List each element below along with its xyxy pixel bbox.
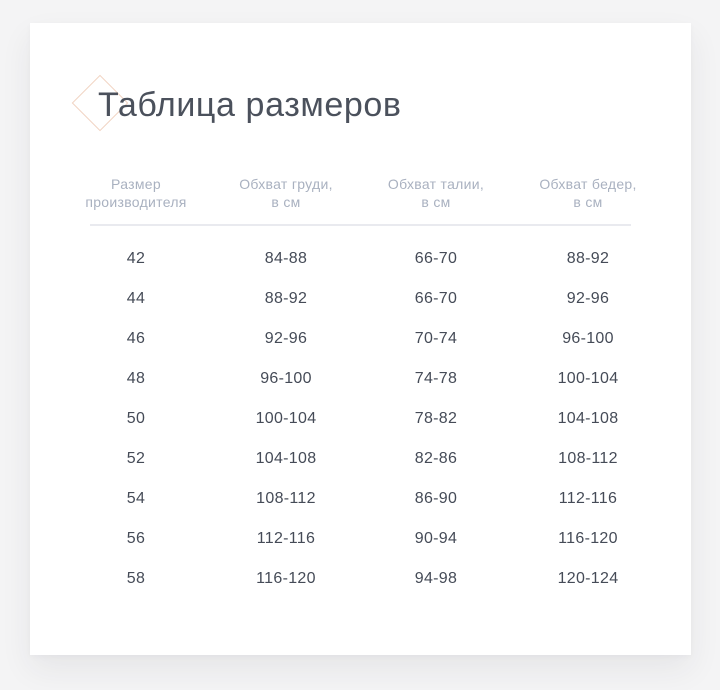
table-row — [30, 239, 691, 279]
table-body — [30, 239, 691, 599]
size-cell: 58 — [126, 570, 146, 587]
waist-cell: 70-74 — [414, 330, 458, 347]
chest-cell: 92-96 — [264, 330, 308, 347]
chest-cell: 108-112 — [256, 490, 316, 507]
chest-cell: 96-100 — [260, 370, 312, 387]
hips-cell: 104-108 — [557, 410, 619, 427]
header-line: Обхват талии, — [387, 176, 485, 192]
size-table-card — [30, 23, 691, 655]
hips-cell: 100-104 — [557, 370, 619, 387]
chest-cell: 100-104 — [255, 410, 317, 427]
size-cell: 52 — [126, 450, 146, 467]
table-header-row — [30, 175, 691, 211]
table-row — [30, 319, 691, 359]
chest-cell: 88-92 — [264, 290, 308, 307]
waist-cell: 94-98 — [414, 570, 458, 587]
size-cell: 50 — [126, 410, 146, 427]
waist-cell: 78-82 — [414, 410, 458, 427]
header-line: Размер — [111, 176, 161, 192]
waist-cell: 66-70 — [414, 250, 458, 267]
waist-cell: 90-94 — [414, 530, 458, 547]
hips-cell: 112-116 — [558, 490, 618, 507]
column-header-chest — [211, 175, 361, 211]
title-block — [30, 83, 691, 127]
column-header-hips — [511, 175, 665, 211]
table-row — [30, 479, 691, 519]
header-line: в см — [573, 194, 603, 210]
size-cell: 42 — [126, 250, 146, 267]
table-row — [30, 399, 691, 439]
header-line: Обхват бедер, — [539, 176, 637, 192]
chest-cell: 112-116 — [256, 530, 316, 547]
size-cell: 56 — [126, 530, 146, 547]
page-title: Таблица размеров — [98, 86, 402, 124]
size-cell: 54 — [126, 490, 146, 507]
column-header-size — [61, 175, 211, 211]
size-cell: 44 — [126, 290, 146, 307]
hips-cell: 88-92 — [566, 250, 610, 267]
header-line: в см — [271, 194, 301, 210]
waist-cell: 66-70 — [414, 290, 458, 307]
header-line: в см — [421, 194, 451, 210]
table-row — [30, 279, 691, 319]
hips-cell: 108-112 — [558, 450, 618, 467]
table-row — [30, 439, 691, 479]
header-line: производителя — [85, 194, 187, 210]
size-table — [30, 175, 691, 599]
column-header-waist — [361, 175, 511, 211]
size-cell: 48 — [126, 370, 146, 387]
header-divider — [90, 224, 631, 226]
chest-cell: 84-88 — [264, 250, 308, 267]
hips-cell: 120-124 — [557, 570, 619, 587]
waist-cell: 82-86 — [414, 450, 458, 467]
header-line: Обхват груди, — [239, 176, 333, 192]
hips-cell: 92-96 — [566, 290, 610, 307]
table-row — [30, 359, 691, 399]
waist-cell: 74-78 — [414, 370, 458, 387]
table-row — [30, 519, 691, 559]
waist-cell: 86-90 — [414, 490, 458, 507]
size-cell: 46 — [126, 330, 146, 347]
chest-cell: 116-120 — [256, 570, 316, 587]
table-row — [30, 559, 691, 599]
hips-cell: 96-100 — [562, 330, 614, 347]
chest-cell: 104-108 — [255, 450, 317, 467]
hips-cell: 116-120 — [558, 530, 618, 547]
